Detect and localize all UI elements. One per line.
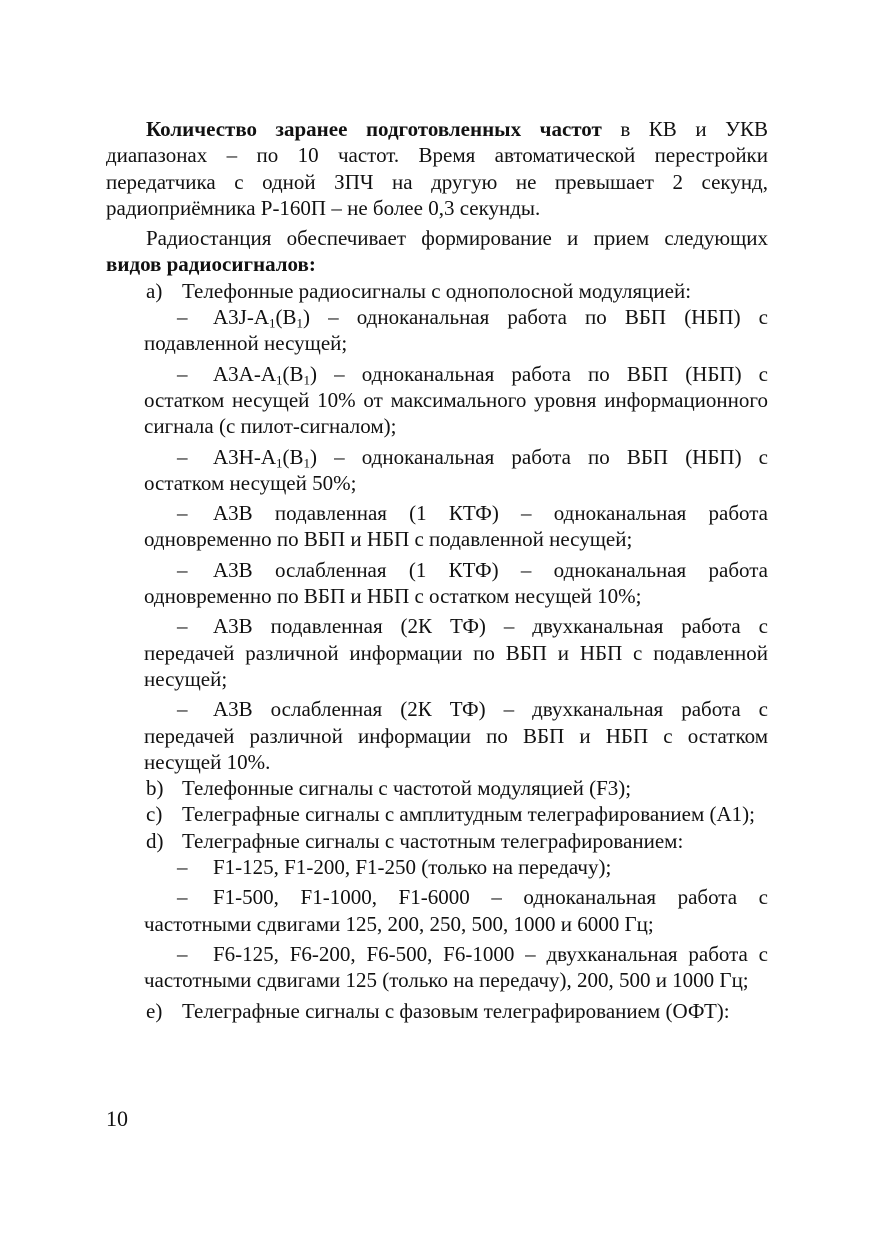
dash-bullet: – <box>177 941 188 966</box>
sublist-item-a6 <box>106 613 768 692</box>
mode-description: А3В ослабленная (1 КТФ) – одноканальная работа одновременно по ВБП и НБП с остатком несущей 10%; <box>144 557 768 609</box>
mode-subscript: 1 <box>296 315 304 331</box>
intro-paragraph <box>106 116 768 221</box>
mode-code: А3Н-А <box>213 444 276 469</box>
list-text-c: Телеграфные сигналы с амплитудным телеграфированием (А1); <box>182 802 756 827</box>
dash-bullet: – <box>177 855 188 880</box>
dash-bullet: – <box>177 557 188 582</box>
list-text-a: Телефонные радиосигналы с однополосной модуляцией: <box>182 278 692 303</box>
mode-subscript: 1 <box>276 371 283 387</box>
intro-bold-term: Количество заранее подготовленных частот <box>146 117 602 141</box>
page-number: 10 <box>106 1106 128 1131</box>
sublist-item-a4 <box>106 500 768 553</box>
sublist-item-a5 <box>106 557 768 610</box>
dash-bullet: – <box>177 614 188 639</box>
mode-code: (В <box>282 361 304 386</box>
mode-code: (В <box>282 444 304 469</box>
intro-text: в КВ и УКВ диапазонах – по 10 частот. Время автоматической перестройки передатчика с одной ЗПЧ на другую не превышает 2 секунд, радиоприёмника Р-160П – не более 0,3 секунды. <box>106 117 768 220</box>
list-item-c <box>106 801 768 827</box>
mode-description: F6-125, F6-200, F6-500, F6-1000 – двухканальная работа с частотными сдвигами 125 (только на передачу), 200, 500 и 1000 Гц; <box>144 941 768 993</box>
list-item-d <box>106 828 768 854</box>
signals-intro-paragraph <box>106 225 768 278</box>
sublist-item-d3 <box>106 941 768 994</box>
mode-subscript: 1 <box>276 454 283 470</box>
list-text-e: Телеграфные сигналы с фазовым телеграфированием (ОФТ): <box>182 998 730 1023</box>
mode-subscript: 1 <box>303 454 311 470</box>
mode-description: ) – одноканальная работа по ВБП (НБП) с остатком несущей 50%; <box>144 444 768 495</box>
sublist-item-a2 <box>106 361 768 440</box>
mode-code: A3J-A <box>213 305 269 330</box>
list-label-a: a) <box>146 278 163 303</box>
mode-description: А3В подавленная (1 КТФ) – одноканальная работа одновременно по ВБП и НБП с подавленной несущей; <box>144 501 768 552</box>
mode-description: А3В ослабленная (2К ТФ) – двухканальная работа с передачей различной информации по ВБП и НБП с остатком несущей 10%. <box>144 697 768 774</box>
list-label-d: d) <box>146 828 164 853</box>
list-label-b: b) <box>146 776 164 801</box>
sublist-item-d2 <box>106 884 768 937</box>
dash-bullet: – <box>177 305 188 330</box>
page-body <box>106 116 768 1024</box>
sublist-item-d1 <box>106 854 768 880</box>
list-label-c: c) <box>146 802 163 827</box>
mode-code: А3А-А <box>213 361 276 386</box>
mode-subscript: 1 <box>269 315 276 331</box>
list-item-b <box>106 775 768 801</box>
mode-description: ) – одноканальная работа по ВБП (НБП) с остатком несущей 10% от максимального уровня информационного сигнала (с пилот-сигналом); <box>144 361 768 439</box>
mode-description: А3В подавленная (2К ТФ) – двухканальная работа с передачей различной информации по ВБП и НБП с подавленной несущей; <box>144 614 768 691</box>
dash-bullet: – <box>177 444 188 469</box>
mode-description: F1-125, F1-200, F1-250 (только на передачу); <box>213 855 612 880</box>
dash-bullet: – <box>177 361 188 386</box>
list-text-d: Телеграфные сигналы с частотным телеграфированием: <box>182 828 684 853</box>
mode-code: (B <box>275 305 297 330</box>
list-item-a <box>106 278 768 304</box>
sublist-item-a3 <box>106 444 768 497</box>
mode-description: ) – одноканальная работа по ВБП (НБП) с подавленной несущей; <box>144 305 768 356</box>
mode-description: F1-500, F1-1000, F1-6000 – одноканальная работа с частотными сдвигами 125, 200, 250, 500, 1000 и 6000 Гц; <box>144 885 768 936</box>
signals-intro-bold-term: видов радиосигналов: <box>106 252 316 277</box>
sublist-item-a1 <box>106 304 768 357</box>
dash-bullet: – <box>177 501 188 526</box>
dash-bullet: – <box>177 697 188 722</box>
list-item-e <box>106 998 768 1024</box>
list-label-e: e) <box>146 998 163 1023</box>
mode-subscript: 1 <box>303 371 311 387</box>
dash-bullet: – <box>177 885 188 910</box>
sublist-item-a7 <box>106 696 768 775</box>
signals-intro-text: Радиостанция обеспечивает формирование и прием следующих <box>146 226 768 251</box>
list-text-b: Телефонные сигналы с частотой модуляцией (F3); <box>182 776 632 801</box>
